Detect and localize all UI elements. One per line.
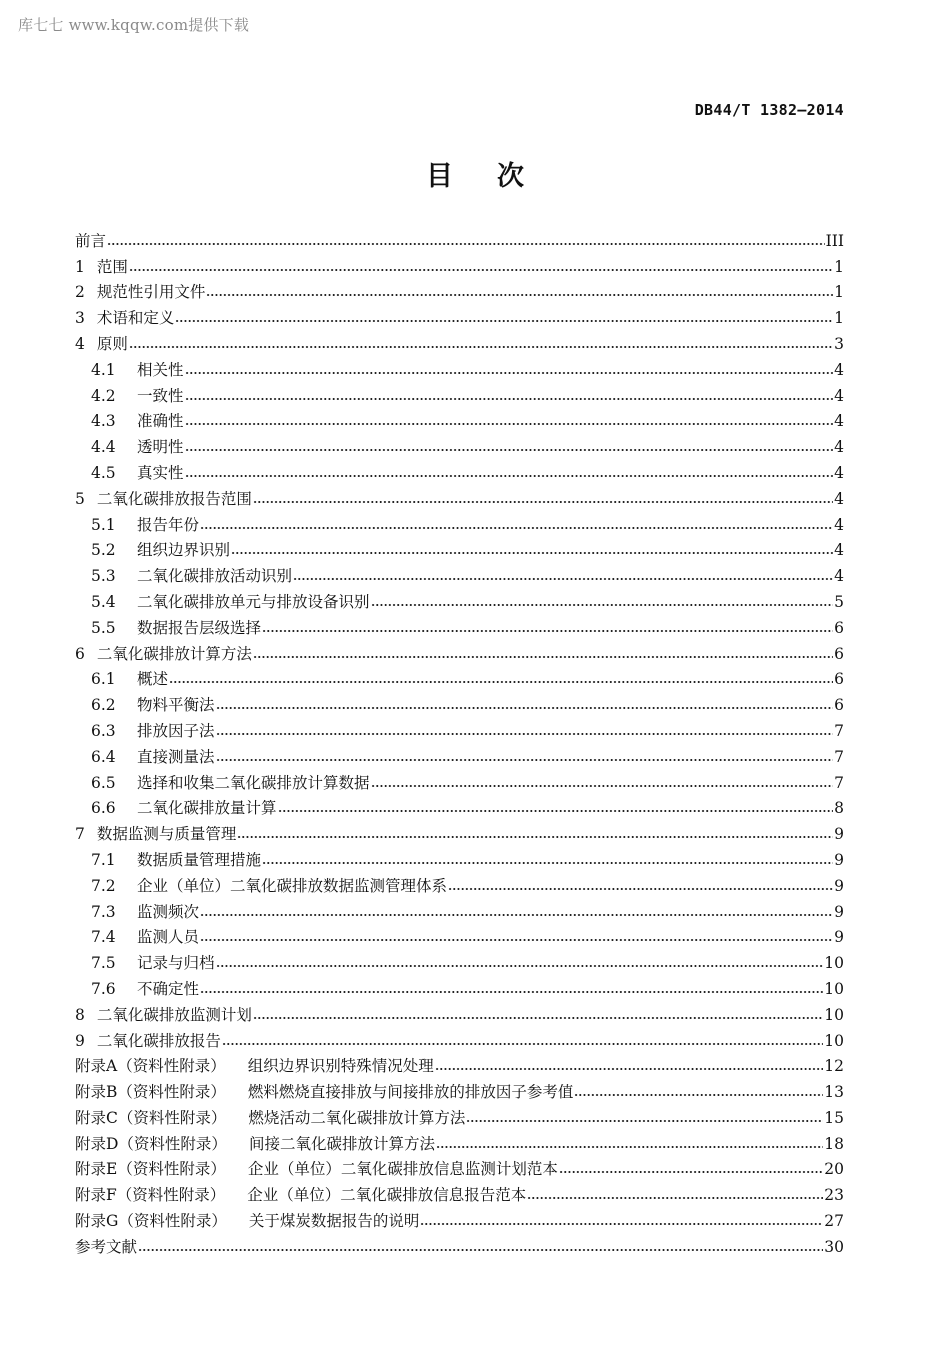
toc-page-number: 9 [834, 928, 844, 947]
toc-entry-label: 企业（单位）二氧化碳排放信息监测计划范本 [247, 1160, 558, 1179]
toc-entry[interactable] [75, 612, 844, 638]
toc-entry-title [75, 490, 252, 509]
toc-dot-leader [253, 1011, 823, 1021]
toc-entry-title [91, 980, 199, 999]
toc-page-number: 13 [824, 1083, 844, 1102]
toc-entry-title [91, 464, 184, 483]
toc-entry[interactable] [75, 457, 844, 483]
toc-entry[interactable] [75, 844, 844, 870]
toc-entry-number: 5.1 [91, 515, 116, 534]
toc-entry-title [91, 903, 199, 922]
toc-entry-label: 术语和定义 [96, 309, 175, 328]
toc-entry-label: 企业（单位）二氧化碳排放信息报告范本 [247, 1186, 527, 1205]
toc-entry-label: 参考文献 [75, 1237, 138, 1256]
toc-entry-number: 6.5 [91, 773, 116, 792]
toc-entry-number: 5.3 [91, 567, 116, 586]
toc-entry-title [91, 722, 215, 741]
toc-entry-number: 6.3 [91, 721, 116, 740]
toc-entry-number: 4.4 [91, 438, 116, 457]
toc-entry[interactable] [75, 1205, 844, 1231]
toc-page-number: 4 [834, 463, 844, 482]
toc-page-number: 4 [834, 515, 844, 534]
toc-entry-number: 9 [75, 1031, 85, 1050]
toc-entry-label: 二氧化碳排放量计算 [137, 799, 277, 818]
toc-entry-number: 7 [75, 825, 85, 844]
toc-entry-label: 燃烧活动二氧化碳排放计算方法 [248, 1108, 466, 1127]
toc-entry-number: 7.1 [91, 850, 116, 869]
toc-entry-number: 7.5 [91, 954, 116, 973]
toc-page-number: 7 [834, 747, 844, 766]
toc-entry[interactable] [75, 973, 844, 999]
toc-dot-leader [216, 753, 834, 763]
toc-entry-number: 附录B（资料性附录） [75, 1083, 226, 1102]
toc-entry-title [75, 1006, 252, 1025]
toc-entry-number: 7.6 [91, 979, 116, 998]
toc-dot-leader [216, 727, 834, 737]
toc-entry-number: 6 [75, 644, 85, 663]
toc-entry-label: 直接测量法 [137, 747, 215, 766]
toc-entry-title [91, 516, 199, 535]
page-title: 目次 [426, 161, 568, 192]
toc-entry[interactable] [75, 1231, 844, 1257]
toc-dot-leader [253, 650, 833, 660]
toc-page-number: 1 [834, 283, 844, 302]
toc-page-number: 18 [824, 1134, 844, 1153]
toc-dot-leader [262, 624, 833, 634]
toc-entry[interactable] [75, 870, 844, 896]
watermark: 库七七 www.kqqw.com提供下载 [18, 16, 250, 34]
toc-entry-label: 排放因子法 [137, 721, 215, 740]
toc-entry-number: 4.5 [91, 463, 116, 482]
toc-entry-title [91, 851, 261, 870]
toc-entry-label: 数据报告层级选择 [137, 618, 262, 637]
toc-entry-label: 规范性引用文件 [96, 283, 206, 302]
toc-entry-number: 2 [75, 283, 85, 302]
toc-entry-label: 组织边界识别 [137, 541, 231, 560]
toc-page-number: 9 [834, 850, 844, 869]
toc-entry-title [75, 645, 252, 664]
toc-entry-title [75, 1083, 573, 1102]
toc-entry-number: 附录F（资料性附录） [75, 1186, 226, 1205]
toc-entry-number: 3 [75, 309, 85, 328]
toc-entry-title [75, 283, 205, 302]
toc-entry-label: 数据质量管理措施 [137, 850, 262, 869]
toc-page-number: 1 [834, 257, 844, 276]
toc-dot-leader [420, 1217, 823, 1227]
toc-page-number: 12 [824, 1057, 844, 1076]
toc-page-number: 15 [824, 1108, 844, 1127]
toc-page-number: 30 [824, 1237, 844, 1256]
toc-entry-number: 6.1 [91, 670, 116, 689]
toc-entry-label: 概述 [137, 670, 169, 689]
toc-entry[interactable] [75, 483, 844, 509]
toc-entry-title [75, 1238, 137, 1257]
toc-entry[interactable] [75, 1154, 844, 1180]
toc-entry-number: 5.4 [91, 592, 116, 611]
toc-dot-leader [200, 985, 823, 995]
toc-dot-leader [185, 469, 834, 479]
toc-entry-number: 4.2 [91, 386, 116, 405]
toc-entry-title [91, 387, 184, 406]
toc-entry-title [91, 412, 184, 431]
toc-entry-number: 6.2 [91, 696, 116, 715]
toc-entry[interactable] [75, 689, 844, 715]
toc-entry-number: 4 [75, 334, 85, 353]
toc-entry-number: 6.4 [91, 747, 116, 766]
toc-entry-label: 报告年份 [137, 515, 200, 534]
toc-page-number: 8 [834, 799, 844, 818]
toc-dot-leader [185, 392, 834, 402]
toc-entry-label: 企业（单位）二氧化碳排放数据监测管理体系 [137, 876, 448, 895]
toc-page-number: 1 [834, 309, 844, 328]
toc-dot-leader [138, 1243, 823, 1253]
toc-dot-leader [371, 779, 834, 789]
toc-page-number: 6 [834, 644, 844, 663]
toc-page-number: 6 [834, 696, 844, 715]
toc-entry-label: 监测人员 [137, 928, 200, 947]
toc-page-number: 4 [834, 438, 844, 457]
toc-entry-title [91, 877, 447, 896]
toc-entry-number: 4.3 [91, 412, 116, 431]
table-of-contents [75, 225, 844, 1257]
toc-dot-leader [527, 1191, 823, 1201]
toc-entry-number: 附录C（资料性附录） [75, 1108, 227, 1127]
toc-entry-number: 附录E（资料性附录） [75, 1160, 226, 1179]
toc-entry-label: 二氧化碳排放活动识别 [137, 567, 293, 586]
toc-entry[interactable] [75, 354, 844, 380]
toc-dot-leader [216, 959, 824, 969]
toc-entry[interactable] [75, 999, 844, 1025]
toc-entry-label: 二氧化碳排放计算方法 [96, 644, 252, 663]
toc-entry-number: 1 [75, 257, 85, 276]
toc-dot-leader [107, 237, 825, 247]
toc-entry-label: 真实性 [137, 463, 184, 482]
toc-entry-label: 记录与归档 [137, 954, 215, 973]
toc-entry-title [91, 593, 370, 612]
toc-entry-title [75, 1032, 221, 1051]
toc-entry-label: 原则 [96, 334, 128, 353]
toc-dot-leader [371, 598, 834, 608]
toc-entry-label: 准确性 [137, 412, 184, 431]
toc-entry-label: 范围 [96, 257, 128, 276]
toc-page-number: 9 [834, 876, 844, 895]
toc-entry[interactable] [75, 1128, 844, 1154]
toc-dot-leader [559, 1165, 823, 1175]
toc-entry-number: 7.2 [91, 876, 116, 895]
toc-page-number: 4 [834, 541, 844, 560]
toc-page-number: 7 [834, 721, 844, 740]
toc-entry-title [91, 799, 277, 818]
toc-entry-number: 5.2 [91, 541, 116, 560]
toc-entry[interactable] [75, 251, 844, 277]
toc-dot-leader [200, 521, 833, 531]
toc-dot-leader [293, 572, 833, 582]
toc-dot-leader [466, 1114, 823, 1124]
toc-page-number: 4 [834, 360, 844, 379]
toc-page-number: 6 [834, 618, 844, 637]
toc-dot-leader [253, 495, 833, 505]
toc-page-number: III [825, 231, 844, 250]
toc-entry[interactable] [75, 638, 844, 664]
toc-entry-number: 6.6 [91, 799, 116, 818]
toc-entry-label: 二氧化碳排放监测计划 [96, 1005, 252, 1024]
toc-dot-leader [435, 1062, 824, 1072]
toc-entry-label: 关于煤炭数据报告的说明 [248, 1212, 420, 1231]
toc-dot-leader [200, 933, 833, 943]
toc-entry-label: 相关性 [137, 360, 184, 379]
toc-page-number: 10 [824, 1005, 844, 1024]
toc-dot-leader [169, 675, 833, 685]
toc-entry-title [75, 1212, 419, 1231]
toc-entry-label: 物料平衡法 [137, 696, 215, 715]
toc-entry-title [91, 696, 215, 715]
toc-entry-label: 前言 [75, 231, 107, 250]
toc-entry[interactable] [75, 406, 844, 432]
toc-entry-number: 附录D（资料性附录） [75, 1134, 227, 1153]
toc-page-number: 10 [824, 954, 844, 973]
toc-entry[interactable] [75, 586, 844, 612]
toc-page-number: 7 [834, 773, 844, 792]
toc-dot-leader [574, 1088, 823, 1098]
toc-entry[interactable] [75, 767, 844, 793]
toc-dot-leader [278, 804, 834, 814]
toc-entry-title [91, 670, 168, 689]
toc-page-number: 6 [834, 670, 844, 689]
toc-entry-title [91, 619, 261, 638]
toc-entry-title [75, 258, 128, 277]
toc-dot-leader [175, 314, 833, 324]
toc-entry[interactable] [75, 947, 844, 973]
toc-entry-title [91, 438, 184, 457]
toc-entry[interactable] [75, 1076, 844, 1102]
toc-entry-title [91, 567, 292, 586]
toc-entry-title [91, 541, 230, 560]
document-code: DB44/T 1382—2014 [694, 101, 844, 119]
toc-entry-title [75, 825, 236, 844]
toc-entry-label: 一致性 [137, 386, 184, 405]
toc-page-number: 3 [834, 334, 844, 353]
toc-entry[interactable] [75, 277, 844, 303]
toc-entry[interactable] [75, 560, 844, 586]
toc-page-number: 4 [834, 567, 844, 586]
toc-entry-title [75, 1135, 435, 1154]
toc-entry-label: 透明性 [137, 438, 184, 457]
toc-entry[interactable] [75, 1179, 844, 1205]
toc-entry-label: 二氧化碳排放报告 [96, 1031, 221, 1050]
toc-entry[interactable] [75, 302, 844, 328]
toc-entry-number: 4.1 [91, 360, 116, 379]
toc-page-number: 23 [824, 1186, 844, 1205]
toc-entry-title [75, 1186, 526, 1205]
toc-entry[interactable] [75, 715, 844, 741]
toc-page-number: 9 [834, 825, 844, 844]
toc-entry[interactable] [75, 1025, 844, 1051]
toc-page-number: 5 [834, 592, 844, 611]
toc-entry-title [91, 928, 199, 947]
toc-entry-number: 8 [75, 1005, 85, 1024]
toc-entry-label: 组织边界识别特殊情况处理 [247, 1057, 434, 1076]
toc-entry[interactable] [75, 793, 844, 819]
toc-dot-leader [231, 546, 833, 556]
toc-entry-label: 间接二氧化碳排放计算方法 [248, 1134, 435, 1153]
toc-entry-title [75, 335, 128, 354]
toc-dot-leader [216, 701, 834, 711]
toc-entry-title [91, 774, 370, 793]
toc-entry-number: 附录G（资料性附录） [75, 1212, 227, 1231]
toc-entry[interactable] [75, 664, 844, 690]
toc-entry[interactable] [75, 509, 844, 535]
toc-entry[interactable] [75, 741, 844, 767]
toc-page-number: 9 [834, 902, 844, 921]
toc-entry-number: 附录A（资料性附录） [75, 1057, 226, 1076]
toc-dot-leader [185, 417, 834, 427]
toc-dot-leader [237, 830, 833, 840]
toc-entry-title [75, 309, 174, 328]
toc-dot-leader [129, 263, 833, 273]
toc-entry[interactable] [75, 896, 844, 922]
toc-dot-leader [222, 1037, 823, 1047]
toc-dot-leader [262, 856, 833, 866]
toc-page-number: 4 [834, 386, 844, 405]
toc-entry-title [91, 748, 215, 767]
toc-entry[interactable] [75, 818, 844, 844]
toc-dot-leader [436, 1140, 823, 1150]
toc-entry-number: 7.4 [91, 928, 116, 947]
toc-entry-label: 监测频次 [137, 902, 200, 921]
toc-dot-leader [185, 366, 834, 376]
toc-entry[interactable] [75, 1102, 844, 1128]
toc-dot-leader [448, 882, 833, 892]
toc-entry-label: 选择和收集二氧化碳排放计算数据 [137, 773, 370, 792]
toc-entry-label: 二氧化碳排放单元与排放设备识别 [137, 592, 370, 611]
toc-entry-title [75, 1109, 465, 1128]
toc-page-number: 27 [824, 1212, 844, 1231]
toc-entry[interactable] [75, 380, 844, 406]
toc-entry-title [91, 361, 184, 380]
toc-entry[interactable] [75, 535, 844, 561]
toc-entry-number: 5.5 [91, 618, 116, 637]
toc-dot-leader [206, 288, 833, 298]
toc-page-number: 4 [834, 412, 844, 431]
toc-entry-label: 二氧化碳排放报告范围 [96, 489, 252, 508]
toc-dot-leader [185, 443, 834, 453]
toc-entry[interactable] [75, 431, 844, 457]
toc-entry[interactable] [75, 225, 844, 251]
toc-entry-title [75, 1160, 558, 1179]
toc-entry-label: 燃料燃烧直接排放与间接排放的排放因子参考值 [247, 1083, 574, 1102]
toc-page-number: 20 [824, 1160, 844, 1179]
toc-entry-title [91, 954, 215, 973]
toc-entry-number: 7.3 [91, 902, 116, 921]
toc-entry-label: 数据监测与质量管理 [96, 825, 237, 844]
toc-entry-label: 不确定性 [137, 979, 200, 998]
toc-entry-title [75, 1057, 434, 1076]
toc-entry-number: 5 [75, 489, 85, 508]
toc-entry[interactable] [75, 328, 844, 354]
toc-dot-leader [129, 340, 833, 350]
toc-page-number: 10 [824, 1031, 844, 1050]
toc-entry-title [75, 232, 106, 251]
toc-entry[interactable] [75, 922, 844, 948]
toc-page-number: 4 [834, 489, 844, 508]
toc-entry[interactable] [75, 1051, 844, 1077]
toc-dot-leader [200, 908, 833, 918]
toc-page-number: 10 [824, 979, 844, 998]
